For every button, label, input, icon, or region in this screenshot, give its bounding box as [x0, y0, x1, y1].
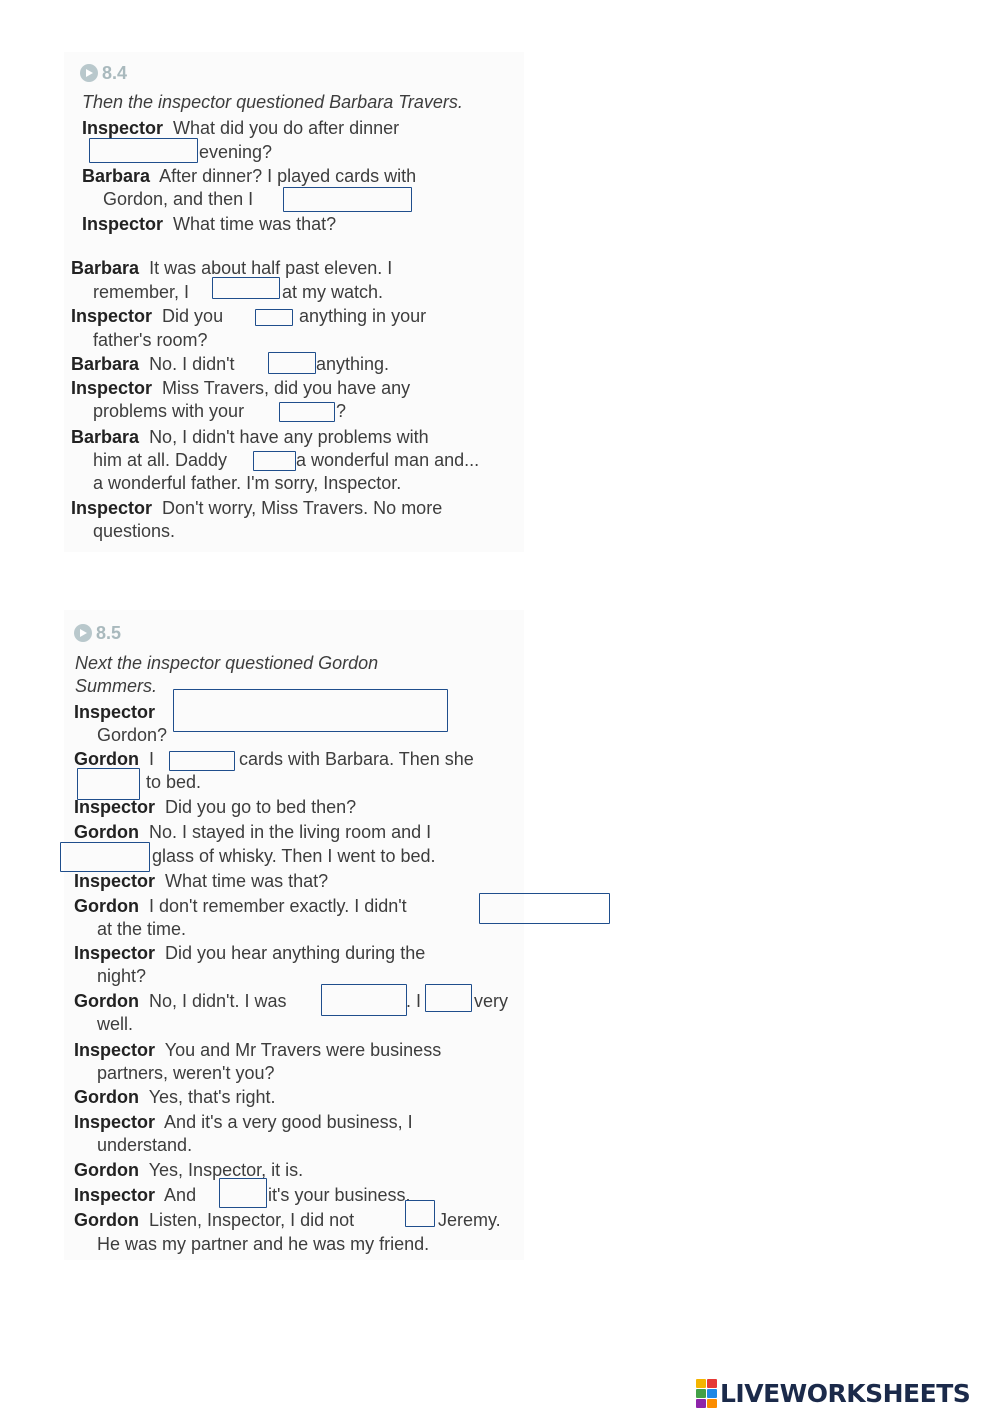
dialogue-line: evening? [199, 142, 273, 162]
track-number: 8.4 [102, 63, 128, 83]
dialogue-line: . I [406, 991, 422, 1011]
dialogue-line: cards with Barbara. Then she [239, 749, 474, 769]
dialogue-line: Gordon No. I stayed in the living room and I [74, 822, 432, 842]
dialogue-line: a wonderful man and... [296, 450, 480, 470]
answer-blank-15[interactable] [219, 1178, 267, 1208]
dialogue-line: glass of whisky. Then I went to bed. [152, 846, 436, 866]
dialogue-line: Gordon I don't remember exactly. I didn't [74, 896, 407, 916]
dialogue-line: Gordon I [74, 749, 155, 769]
dialogue-line: Inspector Don't worry, Miss Travers. No more [71, 498, 443, 518]
answer-blank-1[interactable] [89, 138, 198, 163]
answer-blank-8[interactable] [173, 689, 448, 732]
dialogue-line: to bed. [146, 772, 202, 792]
section-intro: Summers. [75, 676, 158, 696]
dialogue-line: Gordon Yes, Inspector, it is. [74, 1160, 304, 1180]
answer-blank-4[interactable] [255, 309, 293, 326]
audio-track-8-5[interactable] [74, 622, 121, 644]
dialogue-line: Gordon, and then I [103, 189, 254, 209]
answer-blank-10[interactable] [77, 768, 140, 800]
dialogue-line: problems with your [93, 401, 245, 421]
dialogue-line: very [474, 991, 509, 1011]
answer-blank-7[interactable] [253, 451, 296, 471]
dialogue-line: Inspector And it's a very good business, I [74, 1112, 413, 1132]
dialogue-line: Inspector And [74, 1185, 197, 1205]
dialogue-line: partners, weren't you? [97, 1063, 275, 1083]
dialogue-line: Inspector [74, 702, 156, 722]
dialogue-line: Jeremy. [438, 1210, 501, 1230]
audio-cd-icon [74, 624, 92, 642]
dialogue-line: Gordon Listen, Inspector, I did not [74, 1210, 355, 1230]
dialogue-line: Inspector Did you hear anything during the [74, 943, 426, 963]
dialogue-line: night? [97, 966, 147, 986]
answer-blank-2[interactable] [283, 187, 412, 212]
dialogue-line: Barbara After dinner? I played cards with [82, 166, 417, 186]
dialogue-line: Inspector Did you go to bed then? [74, 797, 357, 817]
liveworksheets-logo-icon [696, 1379, 717, 1408]
dialogue-line: anything in your [299, 306, 427, 326]
dialogue-line: at the time. [97, 919, 187, 939]
section-intro: Next the inspector questioned Gordon [75, 653, 379, 673]
audio-track-8-4[interactable] [80, 62, 127, 84]
brand-text: LIVEWORKSHEETS [720, 1378, 971, 1408]
dialogue-line: Barbara No. I didn't [71, 354, 235, 374]
dialogue-line: Gordon? [97, 725, 168, 745]
answer-blank-14[interactable] [425, 984, 472, 1012]
dialogue-line: Inspector Miss Travers, did you have any [71, 378, 411, 398]
liveworksheets-logo [696, 1378, 970, 1408]
dialogue-line: Inspector Did you [71, 306, 224, 326]
answer-blank-6[interactable] [279, 402, 335, 422]
answer-blank-13[interactable] [321, 984, 407, 1016]
dialogue-line: anything. [316, 354, 390, 374]
dialogue-line: at my watch. [282, 282, 384, 302]
dialogue-line: ? [336, 401, 347, 421]
answer-blank-9[interactable] [169, 751, 235, 771]
answer-blank-3[interactable] [212, 277, 280, 299]
dialogue-line: Inspector What time was that? [82, 214, 337, 234]
dialogue-line: a wonderful father. I'm sorry, Inspector. [93, 473, 402, 493]
dialogue-line: understand. [97, 1135, 193, 1155]
answer-blank-12[interactable] [479, 893, 610, 924]
dialogue-line: him at all. Daddy [93, 450, 228, 470]
dialogue-line: Barbara It was about half past eleven. I [71, 258, 393, 278]
dialogue-line: Inspector What did you do after dinner [82, 118, 400, 138]
dialogue-line: questions. [93, 521, 176, 541]
dialogue-line: Gordon Yes, that's right. [74, 1087, 276, 1107]
dialogue-line: Barbara No, I didn't have any problems with [71, 427, 429, 447]
dialogue-line: He was my partner and he was my friend. [97, 1234, 430, 1254]
track-number: 8.5 [96, 623, 122, 643]
answer-blank-11[interactable] [60, 842, 150, 872]
dialogue-line: well. [97, 1014, 134, 1034]
section-intro: Then the inspector questioned Barbara Travers. [82, 92, 463, 112]
answer-blank-16[interactable] [405, 1200, 435, 1227]
dialogue-line: father's room? [93, 330, 208, 350]
dialogue-line: Gordon No, I didn't. I was [74, 991, 287, 1011]
dialogue-line: Inspector You and Mr Travers were business [74, 1040, 442, 1060]
dialogue-line: Inspector What time was that? [74, 871, 329, 891]
answer-blank-5[interactable] [268, 352, 316, 374]
dialogue-line: it's your business. [268, 1185, 411, 1205]
audio-cd-icon [80, 64, 98, 82]
dialogue-line: remember, I [93, 282, 190, 302]
